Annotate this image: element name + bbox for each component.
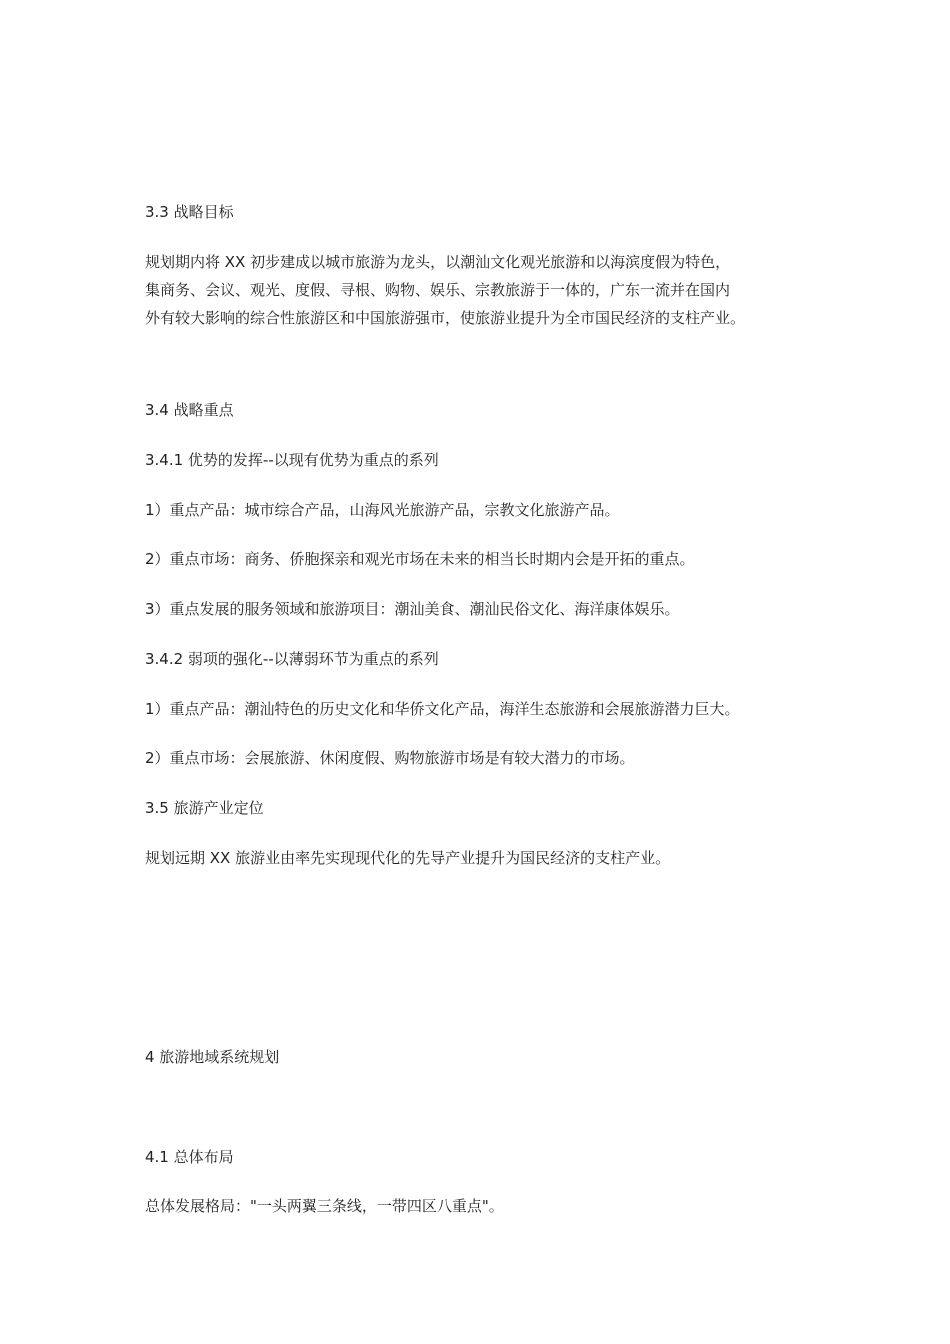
paragraph-line: 集商务、会议、观光、度假、寻根、购物、娱乐、宗教旅游于一体的，广东一流并在国内: [145, 281, 731, 299]
heading-3-4: 3.4 战略重点: [145, 401, 234, 419]
heading-3-4-1: 3.4.1 优势的发挥--以现有优势为重点的系列: [145, 451, 439, 469]
list-item: 2）重点市场：会展旅游、休闲度假、购物旅游市场是有较大潜力的市场。: [145, 749, 635, 767]
paragraph-strategic-goal: [145, 248, 815, 332]
list-item: 1）重点产品：潮汕特色的历史文化和华侨文化产品，海洋生态旅游和会展旅游潜力巨大。: [145, 700, 740, 718]
paragraph-industry-positioning: 规划远期 XX 旅游业由率先实现现代化的先导产业提升为国民经济的支柱产业。: [145, 849, 671, 867]
list-item: 1）重点产品：城市综合产品，山海风光旅游产品，宗教文化旅游产品。: [145, 501, 620, 519]
heading-3-4-2: 3.4.2 弱项的强化--以薄弱环节为重点的系列: [145, 650, 439, 668]
paragraph-line: 规划期内将 XX 初步建成以城市旅游为龙头，以潮汕文化观光旅游和以海滨度假为特色，: [145, 253, 731, 271]
list-item: 2）重点市场：商务、侨胞探亲和观光市场在未来的相当长时期内会是开拓的重点。: [145, 550, 695, 568]
heading-4-1: 4.1 总体布局: [145, 1148, 234, 1166]
heading-4: 4 旅游地域系统规划: [145, 1048, 280, 1066]
list-item: 3）重点发展的服务领域和旅游项目：潮汕美食、潮汕民俗文化、海洋康体娱乐。: [145, 600, 680, 618]
paragraph-overall-layout: 总体发展格局："一头两翼三条线，一带四区八重点"。: [145, 1197, 504, 1215]
heading-3-3: 3.3 战略目标: [145, 203, 234, 221]
heading-3-5: 3.5 旅游产业定位: [145, 799, 264, 817]
paragraph-line: 外有较大影响的综合性旅游区和中国旅游强市，使旅游业提升为全市国民经济的支柱产业。: [145, 309, 746, 327]
